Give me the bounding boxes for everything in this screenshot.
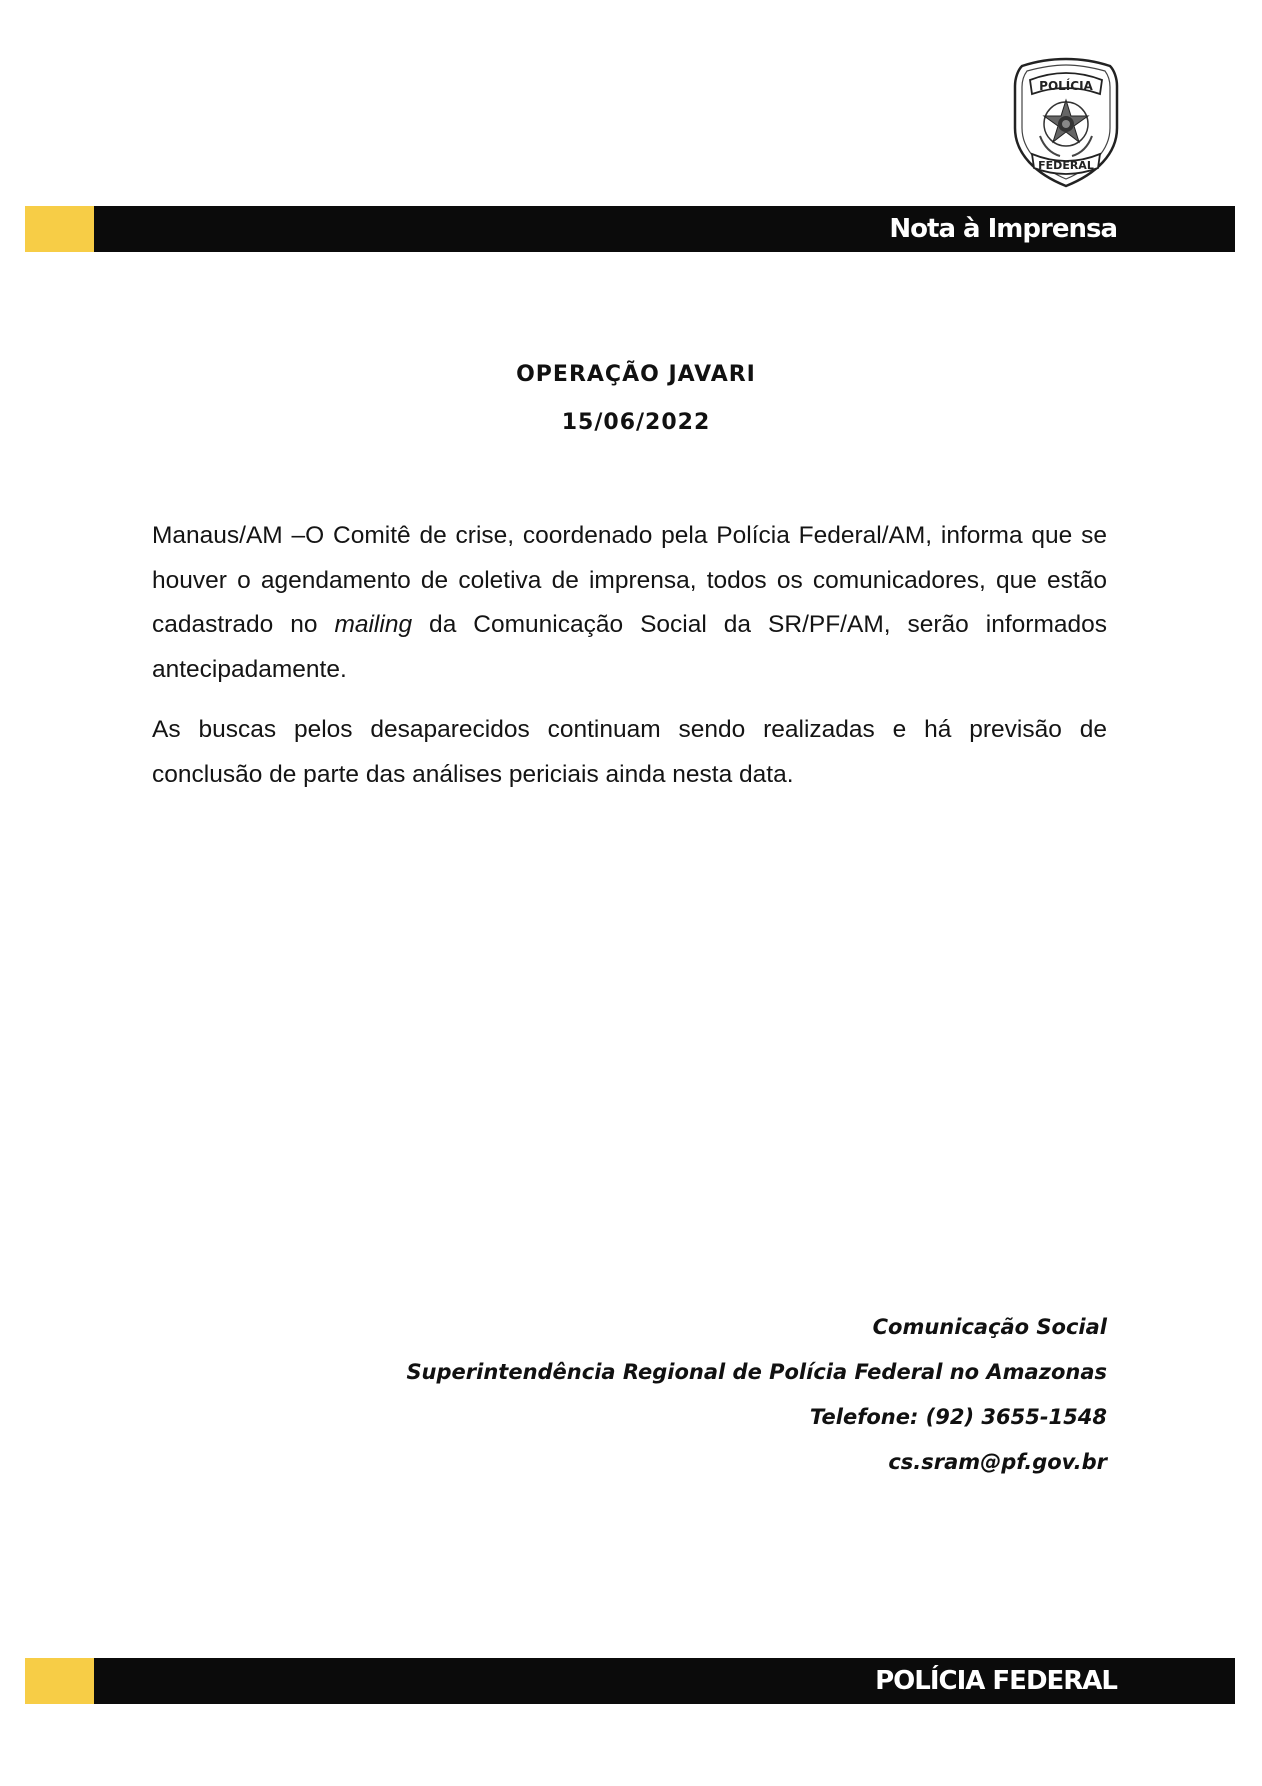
signature-organization: Superintendência Regional de Polícia Federal no Amazonas <box>406 1360 1107 1384</box>
header-banner-label: Nota à Imprensa <box>889 214 1117 244</box>
signature-department: Comunicação Social <box>872 1315 1107 1339</box>
footer-banner-label: POLÍCIA FEDERAL <box>875 1666 1117 1696</box>
header-banner <box>25 206 1235 252</box>
paragraph-1-text-end: da Comunicação Social da SR/PF/AM, serão informados antecipadamente. <box>152 611 1107 683</box>
signature-email: cs.sram@pf.gov.br <box>888 1450 1107 1474</box>
paragraph-1-italic-word: mailing <box>334 611 413 638</box>
body-paragraph-1 <box>152 514 1107 692</box>
footer-banner-yellow-block <box>25 1658 94 1704</box>
footer-banner-black-block <box>94 1658 1235 1704</box>
police-badge-icon <box>1010 56 1122 190</box>
signature-block <box>406 1305 1107 1485</box>
document-date: 15/06/2022 <box>561 410 711 435</box>
footer-banner <box>25 1658 1235 1704</box>
emblem-top-text: POLÍCIA <box>1039 79 1093 93</box>
paragraph-1-text-start: Manaus/AM –O Comitê de crise, coordenado pela Polícia Federal/AM, informa que se houver o agendamento de coletiva de imprensa, todos os comunicadores, que estão cadastrado no <box>152 522 1107 638</box>
header-banner-black-block <box>94 206 1235 252</box>
document-body <box>152 514 1107 813</box>
document-title: OPERAÇÃO JAVARI <box>516 362 756 387</box>
emblem-bottom-text: FEDERAL <box>1038 159 1094 172</box>
signature-phone: Telefone: (92) 3655-1548 <box>809 1405 1107 1429</box>
header-banner-yellow-block <box>25 206 94 252</box>
body-paragraph-2: As buscas pelos desaparecidos continuam sendo realizadas e há previsão de conclusão de parte das análises periciais ainda nesta data. <box>152 716 1107 788</box>
